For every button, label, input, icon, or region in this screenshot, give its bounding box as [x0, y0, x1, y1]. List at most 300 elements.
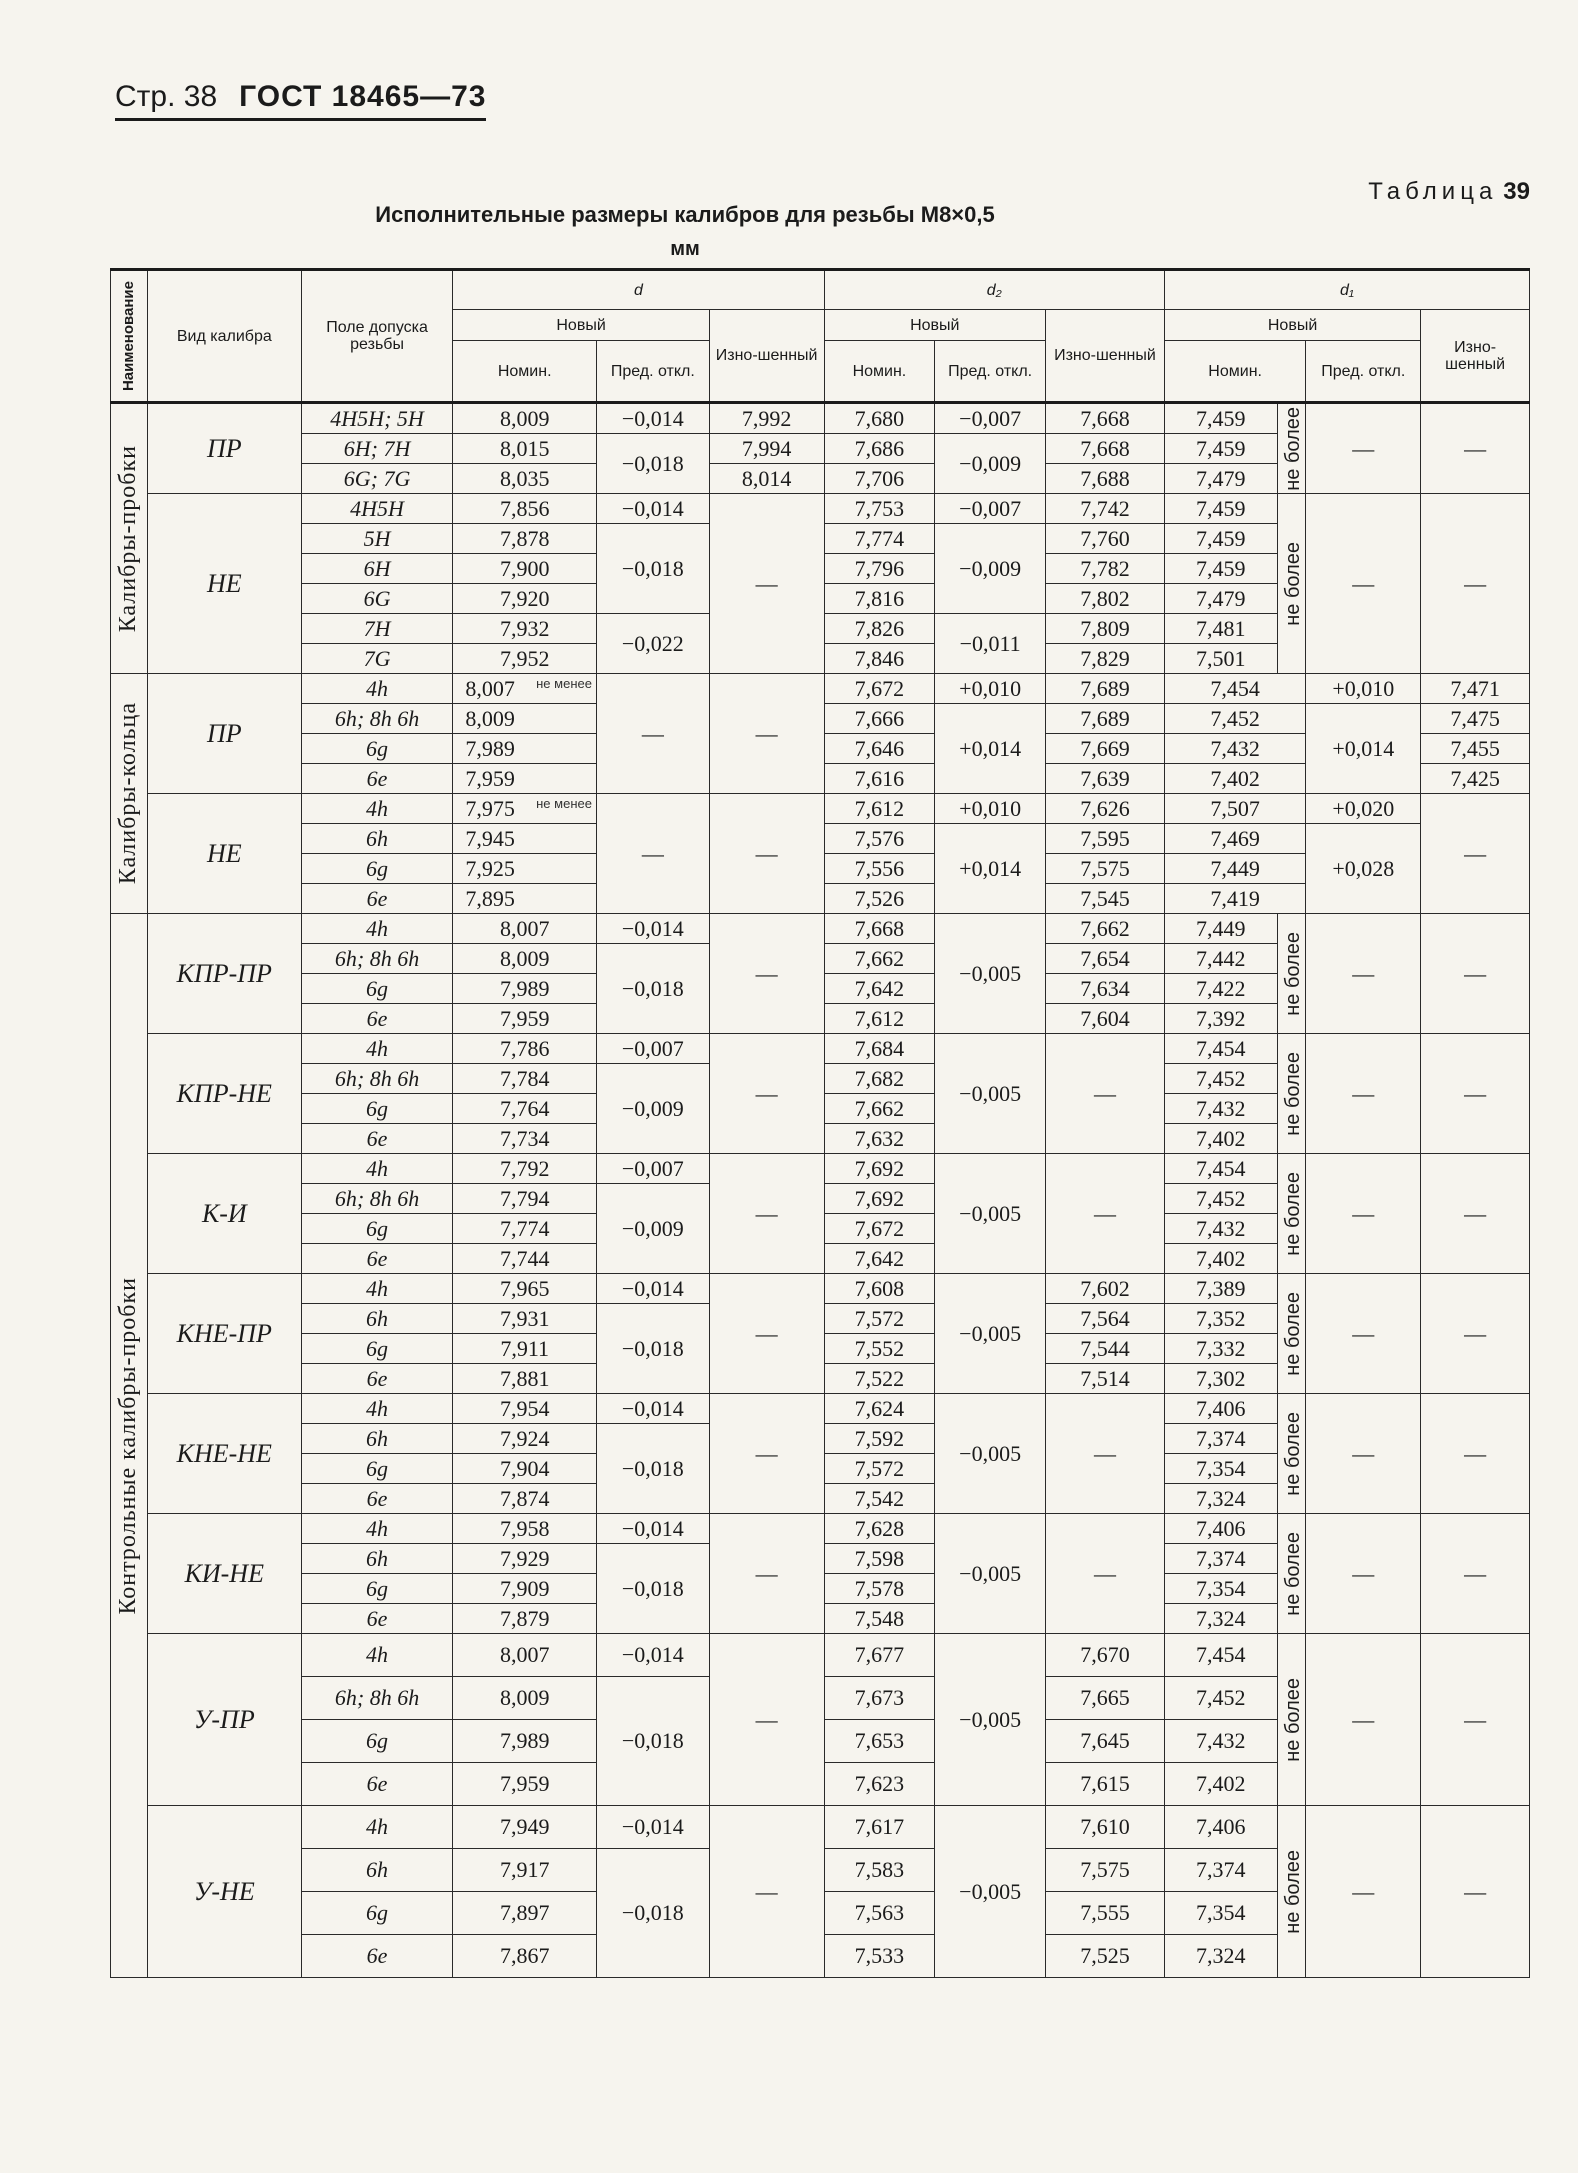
d1-deviation: +0,028 — [1306, 824, 1421, 914]
d1-nominal: 7,374 — [1164, 1849, 1277, 1892]
d2-worn: 7,668 — [1045, 403, 1164, 434]
d-deviation: −0,018 — [596, 1849, 709, 1978]
tolerance-field: 6e — [301, 1935, 453, 1978]
d2-worn: 7,544 — [1045, 1334, 1164, 1364]
d-deviation: −0,018 — [596, 1677, 709, 1806]
d-nom-header: Номин. — [453, 341, 597, 403]
d1-dev-header: Пред. откл. — [1306, 341, 1421, 403]
d1-nominal: 7,452 — [1164, 1677, 1277, 1720]
d2-worn: 7,610 — [1045, 1806, 1164, 1849]
tolerance-field: 6e — [301, 1763, 453, 1806]
d-deviation: −0,014 — [596, 914, 709, 944]
d-header: d — [453, 270, 824, 310]
d2-nominal: 7,572 — [824, 1454, 935, 1484]
d-nominal: 7,989 — [453, 1720, 597, 1763]
d1-deviation: — — [1306, 1634, 1421, 1806]
table-row — [111, 914, 1530, 944]
d1-worn: 7,475 — [1421, 704, 1530, 734]
d-nominal: 7,874 — [453, 1484, 597, 1514]
d2-worn: 7,662 — [1045, 914, 1164, 944]
d-nominal: 7,952 — [453, 644, 597, 674]
d-nominal: 7,949 — [453, 1806, 597, 1849]
table-unit: мм — [670, 238, 700, 260]
d2-nominal: 7,576 — [824, 824, 935, 854]
d-nominal: 7,900 — [453, 554, 597, 584]
d2-nominal: 7,672 — [824, 1214, 935, 1244]
d1-deviation: — — [1306, 1034, 1421, 1154]
d2-nominal: 7,552 — [824, 1334, 935, 1364]
tolerance-field: 6h; 8h 6h — [301, 944, 453, 974]
d-nominal: 7,931 — [453, 1304, 597, 1334]
gauge-type: К-И — [147, 1154, 301, 1274]
d-deviation: — — [596, 674, 709, 794]
tolerance-field: 6g — [301, 1454, 453, 1484]
d2-deviation: −0,007 — [935, 403, 1046, 434]
d1-deviation: — — [1306, 1154, 1421, 1274]
d-nominal: 7,959 — [453, 764, 597, 794]
d2-worn: 7,602 — [1045, 1274, 1164, 1304]
d2-nominal: 7,692 — [824, 1154, 935, 1184]
not-more-note-cell — [1277, 1634, 1306, 1806]
d-deviation: −0,014 — [596, 494, 709, 524]
d2-worn: — — [1045, 1514, 1164, 1634]
table-title: Исполнительные размеры калибров для резьбы М8×0,5 — [375, 202, 995, 227]
gauge-type: КПР-НЕ — [147, 1034, 301, 1154]
d2-deviation: −0,005 — [935, 1034, 1046, 1154]
table-row — [111, 1034, 1530, 1064]
d1-deviation: +0,014 — [1306, 704, 1421, 794]
tolerance-field: 6h — [301, 1849, 453, 1892]
d1-nominal: 7,454 — [1164, 1634, 1277, 1677]
d2-worn: 7,639 — [1045, 764, 1164, 794]
d-nominal: 8,009 — [453, 704, 597, 734]
d-worn: — — [709, 1274, 824, 1394]
d2-nominal: 7,662 — [824, 1094, 935, 1124]
d2-nominal: 7,522 — [824, 1364, 935, 1394]
d2-nominal: 7,612 — [824, 1004, 935, 1034]
d2-nominal: 7,572 — [824, 1304, 935, 1334]
d2-nominal: 7,682 — [824, 1064, 935, 1094]
d1-deviation: — — [1306, 1274, 1421, 1394]
not-more-note-cell — [1277, 403, 1306, 494]
d1-nominal: 7,406 — [1164, 1806, 1277, 1849]
d-nominal: 7,909 — [453, 1574, 597, 1604]
d-nominal: 7,932 — [453, 614, 597, 644]
d2-worn: 7,564 — [1045, 1304, 1164, 1334]
d1-new-header: Новый — [1164, 310, 1420, 341]
d1-worn: — — [1421, 1806, 1530, 1978]
table-row — [111, 403, 1530, 434]
d-deviation: −0,018 — [596, 944, 709, 1034]
d1-nominal: 7,452 — [1164, 1064, 1277, 1094]
not-less-note: не менее — [536, 675, 592, 691]
d-nominal: 7,959 — [453, 1763, 597, 1806]
gauge-type: У-ПР — [147, 1634, 301, 1806]
d-worn: — — [709, 794, 824, 914]
tolerance-field: 6g — [301, 1892, 453, 1935]
d-worn: — — [709, 1806, 824, 1978]
d-nominal: 7,784 — [453, 1064, 597, 1094]
d1-nominal: 7,354 — [1164, 1454, 1277, 1484]
tolerance-field: 4Н5Н; 5Н — [301, 403, 453, 434]
table-body — [111, 403, 1530, 1978]
d1-worn: — — [1421, 1154, 1530, 1274]
gauge-type: КНЕ-НЕ — [147, 1394, 301, 1514]
not-more-note: не более — [1281, 1677, 1304, 1762]
not-more-note: не более — [1281, 1411, 1304, 1496]
d-worn: — — [709, 1394, 824, 1514]
table-number-label: Таблица — [1368, 178, 1498, 205]
d-nominal: 7,917 — [453, 1849, 597, 1892]
d-deviation: −0,018 — [596, 434, 709, 494]
not-more-note: не более — [1281, 931, 1304, 1016]
gauge-type-header: Вид калибра — [147, 270, 301, 403]
d2-nominal: 7,617 — [824, 1806, 935, 1849]
d-nominal: 7,911 — [453, 1334, 597, 1364]
d2-deviation: −0,007 — [935, 494, 1046, 524]
d2-header: d₂ — [824, 270, 1164, 310]
d-deviation: −0,014 — [596, 403, 709, 434]
d2-nominal: 7,686 — [824, 434, 935, 464]
table-row — [111, 1154, 1530, 1184]
d-nominal: 7,786 — [453, 1034, 597, 1064]
d1-nominal: 7,452 — [1164, 704, 1305, 734]
d-nominal: 7,975 не менее — [453, 794, 597, 824]
d2-nominal: 7,623 — [824, 1763, 935, 1806]
d2-worn: 7,575 — [1045, 1849, 1164, 1892]
not-more-note: не более — [1281, 541, 1304, 626]
d2-deviation: −0,011 — [935, 614, 1046, 674]
tolerance-field: 6g — [301, 1214, 453, 1244]
table-number — [1368, 178, 1530, 206]
d1-worn: — — [1421, 1634, 1530, 1806]
d2-nominal: 7,578 — [824, 1574, 935, 1604]
d2-deviation: −0,009 — [935, 434, 1046, 494]
d2-nominal: 7,526 — [824, 884, 935, 914]
gauge-dimensions-table — [110, 268, 1530, 1978]
tolerance-field: 6e — [301, 1244, 453, 1274]
d-deviation: −0,014 — [596, 1634, 709, 1677]
d1-deviation: — — [1306, 1394, 1421, 1514]
d2-deviation: +0,010 — [935, 674, 1046, 704]
d-nominal: 7,879 — [453, 1604, 597, 1634]
d-nominal: 7,744 — [453, 1244, 597, 1274]
tolerance-field: 5Н — [301, 524, 453, 554]
tolerance-field: 4h — [301, 1154, 453, 1184]
d1-nominal: 7,449 — [1164, 914, 1277, 944]
not-more-note: не более — [1281, 1291, 1304, 1376]
group-label-cell — [111, 674, 148, 914]
tolerance-field: 6G — [301, 584, 453, 614]
d2-deviation: −0,005 — [935, 914, 1046, 1034]
d2-new-header: Новый — [824, 310, 1045, 341]
d1-nominal: 7,374 — [1164, 1544, 1277, 1574]
not-more-note: не более — [1281, 1171, 1304, 1256]
tolerance-field: 6e — [301, 1364, 453, 1394]
d-deviation: −0,018 — [596, 1304, 709, 1394]
d-nominal: 7,867 — [453, 1935, 597, 1978]
d-worn: — — [709, 1514, 824, 1634]
d-deviation: −0,018 — [596, 1544, 709, 1634]
d-nominal: 7,774 — [453, 1214, 597, 1244]
d2-nominal: 7,616 — [824, 764, 935, 794]
tolerance-field: 4h — [301, 1034, 453, 1064]
d2-deviation: −0,005 — [935, 1274, 1046, 1394]
d-deviation: −0,009 — [596, 1064, 709, 1154]
d-nominal: 7,945 — [453, 824, 597, 854]
tolerance-field: 4h — [301, 1394, 453, 1424]
d1-nominal: 7,374 — [1164, 1424, 1277, 1454]
not-more-note-cell — [1277, 1034, 1306, 1154]
d-nominal: 8,009 — [453, 403, 597, 434]
d1-nominal: 7,389 — [1164, 1274, 1277, 1304]
not-more-note: не более — [1281, 1849, 1304, 1934]
d2-worn: 7,809 — [1045, 614, 1164, 644]
d-worn: — — [709, 914, 824, 1034]
d-nominal: 7,989 — [453, 734, 597, 764]
table-row — [111, 494, 1530, 524]
d2-worn: 7,670 — [1045, 1634, 1164, 1677]
not-more-note-cell — [1277, 1274, 1306, 1394]
d2-nominal: 7,774 — [824, 524, 935, 554]
d1-nominal: 7,452 — [1164, 1184, 1277, 1214]
d1-worn: — — [1421, 1034, 1530, 1154]
d2-deviation: −0,005 — [935, 1394, 1046, 1514]
d-nominal: 7,989 — [453, 974, 597, 1004]
d1-nominal: 7,354 — [1164, 1892, 1277, 1935]
d-deviation: −0,022 — [596, 614, 709, 674]
d-nominal: 7,904 — [453, 1454, 597, 1484]
d2-nominal: 7,598 — [824, 1544, 935, 1574]
d2-worn: 7,604 — [1045, 1004, 1164, 1034]
d2-deviation: +0,014 — [935, 704, 1046, 794]
tolerance-field: 4h — [301, 1634, 453, 1677]
gauge-type: КНЕ-ПР — [147, 1274, 301, 1394]
d1-nominal: 7,454 — [1164, 1034, 1277, 1064]
group-label: Калибры-кольца — [115, 702, 142, 885]
d1-deviation: — — [1306, 914, 1421, 1034]
gauge-type: КПР-ПР — [147, 914, 301, 1034]
d-nominal: 7,792 — [453, 1154, 597, 1184]
d-nominal: 7,897 — [453, 1892, 597, 1935]
d2-nominal: 7,677 — [824, 1634, 935, 1677]
d2-nominal: 7,653 — [824, 1720, 935, 1763]
header-row-1 — [111, 270, 1530, 310]
d-nominal: 7,958 — [453, 1514, 597, 1544]
d2-nominal: 7,846 — [824, 644, 935, 674]
d2-nominal: 7,646 — [824, 734, 935, 764]
tolerance-field: 6g — [301, 1334, 453, 1364]
d2-nominal: 7,563 — [824, 1892, 935, 1935]
tolerance-field: 6Н — [301, 554, 453, 584]
d2-worn: 7,514 — [1045, 1364, 1164, 1394]
not-more-note-cell — [1277, 914, 1306, 1034]
d-deviation: −0,007 — [596, 1034, 709, 1064]
not-more-note: не более — [1281, 1051, 1304, 1136]
tolerance-field: 6e — [301, 1484, 453, 1514]
d1-nominal: 7,402 — [1164, 764, 1305, 794]
tolerance-field: 6h; 8h 6h — [301, 1184, 453, 1214]
d2-nominal: 7,672 — [824, 674, 935, 704]
d-deviation: −0,009 — [596, 1184, 709, 1274]
d2-nominal: 7,632 — [824, 1124, 935, 1154]
d-deviation: −0,014 — [596, 1394, 709, 1424]
d-worn: — — [709, 674, 824, 794]
d2-nominal: 7,680 — [824, 403, 935, 434]
d1-nominal: 7,324 — [1164, 1935, 1277, 1978]
d2-worn: 7,829 — [1045, 644, 1164, 674]
d-deviation: −0,014 — [596, 1806, 709, 1849]
d-worn: 8,014 — [709, 464, 824, 494]
d2-deviation: +0,010 — [935, 794, 1046, 824]
d1-nominal: 7,449 — [1164, 854, 1305, 884]
d1-nominal: 7,459 — [1164, 403, 1277, 434]
d2-worn: 7,688 — [1045, 464, 1164, 494]
d-nominal: 7,856 — [453, 494, 597, 524]
d2-deviation: −0,009 — [935, 524, 1046, 614]
d2-worn: — — [1045, 1394, 1164, 1514]
d-nominal: 8,007 — [453, 1634, 597, 1677]
d2-worn: 7,689 — [1045, 704, 1164, 734]
d1-header: d₁ — [1164, 270, 1529, 310]
d2-worn: 7,665 — [1045, 1677, 1164, 1720]
tolerance-field: 6h; 8h 6h — [301, 1677, 453, 1720]
d1-nominal: 7,432 — [1164, 1214, 1277, 1244]
d1-nom-header: Номин. — [1164, 341, 1305, 403]
d2-worn: — — [1045, 1154, 1164, 1274]
d2-nominal: 7,673 — [824, 1677, 935, 1720]
d1-deviation: — — [1306, 403, 1421, 494]
d2-worn: 7,689 — [1045, 674, 1164, 704]
tolerance-field: 6g — [301, 1574, 453, 1604]
d1-nominal: 7,432 — [1164, 1094, 1277, 1124]
tolerance-field: 6h — [301, 1544, 453, 1574]
d-nominal: 7,929 — [453, 1544, 597, 1574]
d-nominal: 7,954 — [453, 1394, 597, 1424]
d2-deviation: −0,005 — [935, 1514, 1046, 1634]
d1-nominal: 7,402 — [1164, 1763, 1277, 1806]
d-nominal: 8,007 не менее — [453, 674, 597, 704]
gauge-type: НЕ — [147, 494, 301, 674]
d2-nominal: 7,548 — [824, 1604, 935, 1634]
d1-nominal: 7,479 — [1164, 584, 1277, 614]
d-nominal: 7,878 — [453, 524, 597, 554]
table-number-value: 39 — [1503, 178, 1530, 205]
d1-deviation: — — [1306, 494, 1421, 674]
d-worn: — — [709, 1034, 824, 1154]
d1-nominal: 7,459 — [1164, 524, 1277, 554]
d-deviation: −0,018 — [596, 524, 709, 614]
d-deviation: −0,014 — [596, 1274, 709, 1304]
tolerance-field: 4h — [301, 1274, 453, 1304]
d-nominal: 8,007 — [453, 914, 597, 944]
d2-nominal: 7,592 — [824, 1424, 935, 1454]
group-label: Калибры-пробки — [115, 444, 142, 633]
d-nominal: 7,965 — [453, 1274, 597, 1304]
d-nominal: 7,924 — [453, 1424, 597, 1454]
group-label-cell — [111, 403, 148, 674]
d1-nominal: 7,459 — [1164, 494, 1277, 524]
group-label: Контрольные калибры-пробки — [115, 1276, 142, 1615]
table-row — [111, 1394, 1530, 1424]
d2-nominal: 7,583 — [824, 1849, 935, 1892]
d1-deviation: +0,020 — [1306, 794, 1421, 824]
standard-number: ГОСТ 18465—73 — [239, 80, 487, 113]
d1-worn: — — [1421, 1274, 1530, 1394]
d1-worn: — — [1421, 914, 1530, 1034]
d1-nominal: 7,332 — [1164, 1334, 1277, 1364]
d2-nominal: 7,642 — [824, 1244, 935, 1274]
d1-nominal: 7,501 — [1164, 644, 1277, 674]
d2-nominal: 7,642 — [824, 974, 935, 1004]
not-more-note: не более — [1281, 1531, 1304, 1616]
d2-nom-header: Номин. — [824, 341, 935, 403]
d1-nominal: 7,402 — [1164, 1124, 1277, 1154]
d2-nominal: 7,666 — [824, 704, 935, 734]
d2-nominal: 7,692 — [824, 1184, 935, 1214]
d1-nominal: 7,324 — [1164, 1484, 1277, 1514]
d2-nominal: 7,628 — [824, 1514, 935, 1544]
d-worn: — — [709, 1154, 824, 1274]
d2-nominal: 7,624 — [824, 1394, 935, 1424]
tolerance-field: 6e — [301, 764, 453, 794]
page-number: Стр. 38 — [115, 80, 218, 113]
not-more-note-cell — [1277, 1394, 1306, 1514]
d1-nominal: 7,442 — [1164, 944, 1277, 974]
d1-worn: — — [1421, 494, 1530, 674]
not-more-note-cell — [1277, 1806, 1306, 1978]
d2-worn: 7,669 — [1045, 734, 1164, 764]
d1-nominal: 7,402 — [1164, 1244, 1277, 1274]
tolerance-field: 6g — [301, 1094, 453, 1124]
not-more-note-cell — [1277, 1154, 1306, 1274]
d2-worn: 7,645 — [1045, 1720, 1164, 1763]
tolerance-field: 6e — [301, 1004, 453, 1034]
d-nominal: 7,959 — [453, 1004, 597, 1034]
d2-worn: — — [1045, 1034, 1164, 1154]
d-deviation: — — [596, 794, 709, 914]
d-nominal: 7,734 — [453, 1124, 597, 1154]
gauge-type: У-НЕ — [147, 1806, 301, 1978]
d2-worn: 7,802 — [1045, 584, 1164, 614]
d-new-header: Новый — [453, 310, 709, 341]
gauge-type: ПР — [147, 403, 301, 494]
d-deviation: −0,018 — [596, 1424, 709, 1514]
tolerance-field: 6G; 7G — [301, 464, 453, 494]
d-nominal: 8,015 — [453, 434, 597, 464]
d1-nominal: 7,432 — [1164, 1720, 1277, 1763]
d-nominal: 7,764 — [453, 1094, 597, 1124]
d2-nominal: 7,612 — [824, 794, 935, 824]
d1-nominal: 7,406 — [1164, 1514, 1277, 1544]
table-row — [111, 1634, 1530, 1677]
d1-nominal: 7,459 — [1164, 434, 1277, 464]
d2-deviation: −0,005 — [935, 1806, 1046, 1978]
d1-deviation: — — [1306, 1514, 1421, 1634]
table-row — [111, 1514, 1530, 1544]
d1-nominal: 7,479 — [1164, 464, 1277, 494]
not-less-note: не менее — [536, 795, 592, 811]
d2-worn: 7,782 — [1045, 554, 1164, 584]
d1-worn: 7,471 — [1421, 674, 1530, 704]
tolerance-field: 6h; 8h 6h — [301, 704, 453, 734]
tolerance-field: 6g — [301, 974, 453, 1004]
tolerance-field: 6g — [301, 1720, 453, 1763]
d1-deviation: — — [1306, 1806, 1421, 1978]
d1-worn: 7,425 — [1421, 764, 1530, 794]
d2-dev-header: Пред. откл. — [935, 341, 1046, 403]
d-worn: — — [709, 494, 824, 674]
